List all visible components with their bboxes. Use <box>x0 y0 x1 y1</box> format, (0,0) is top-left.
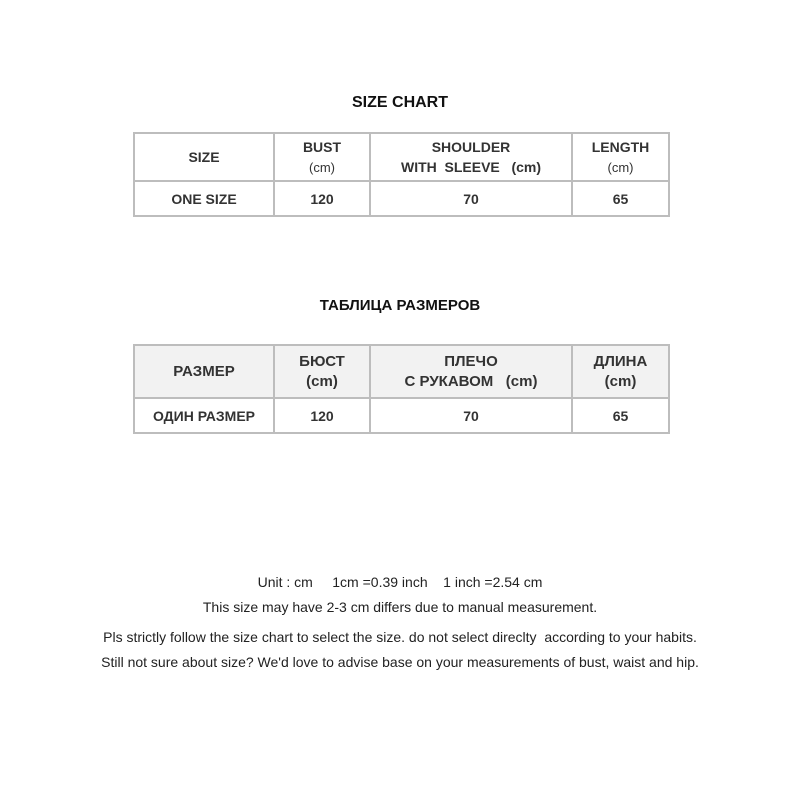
header-shoulder-ru-sub: С РУКАВОМ (cm) <box>404 372 538 390</box>
header-shoulder-label: SHOULDER <box>431 139 511 155</box>
measurement-tolerance-note: This size may have 2-3 cm differs due to manual measurement. <box>202 599 598 615</box>
header-bust-ru-unit: (cm) <box>306 372 338 390</box>
header-length-ru-unit: (cm) <box>604 372 637 390</box>
unit-conversion-note: Unit : cm 1cm =0.39 inch 1 inch =2.54 cm <box>257 574 543 590</box>
size-advice-note: Still not sure about size? We'd love to advise base on your measurements of bust, waist and hip. <box>101 654 699 670</box>
table-header-row <box>134 133 669 181</box>
cell-bust: 120 <box>274 181 370 216</box>
size-chart-title: SIZE CHART <box>352 94 448 111</box>
header-length-unit: (cm) <box>607 159 634 175</box>
header-length-ru <box>572 345 669 398</box>
cell-size-ru: ОДИН РАЗМЕР <box>134 398 274 433</box>
header-size-ru-label: РАЗМЕР <box>173 362 235 380</box>
header-bust <box>274 133 370 181</box>
header-size <box>134 133 274 181</box>
header-shoulder <box>370 133 572 181</box>
header-bust-ru-label: БЮСТ <box>299 352 345 370</box>
header-length-label: LENGTH <box>591 138 650 155</box>
header-shoulder-ru-label: ПЛЕЧО <box>444 352 498 370</box>
size-chart-table-en <box>133 132 670 217</box>
size-selection-note: Pls strictly follow the size chart to select the size. do not select direclty according to your habits. <box>103 629 697 645</box>
header-size-ru <box>134 345 274 398</box>
cell-bust-ru: 120 <box>274 398 370 433</box>
cell-shoulder-ru: 70 <box>370 398 572 433</box>
table-row <box>134 181 669 216</box>
header-bust-unit: (cm) <box>309 159 335 175</box>
table-row <box>134 398 669 433</box>
cell-size: ONE SIZE <box>134 181 274 216</box>
cell-length-ru: 65 <box>572 398 669 433</box>
header-shoulder-ru <box>370 345 572 398</box>
header-shoulder-sub: WITH SLEEVE (cm) <box>400 159 541 175</box>
table-header-row <box>134 345 669 398</box>
size-chart-table-ru <box>133 344 670 434</box>
header-bust-label: BUST <box>302 138 342 155</box>
header-length <box>572 133 669 181</box>
header-size-label: SIZE <box>188 149 220 165</box>
header-bust-ru <box>274 345 370 398</box>
header-length-ru-label: ДЛИНА <box>593 352 648 370</box>
cell-length: 65 <box>572 181 669 216</box>
size-chart-title-ru: ТАБЛИЦА РАЗМЕРОВ <box>319 297 481 314</box>
cell-shoulder: 70 <box>370 181 572 216</box>
